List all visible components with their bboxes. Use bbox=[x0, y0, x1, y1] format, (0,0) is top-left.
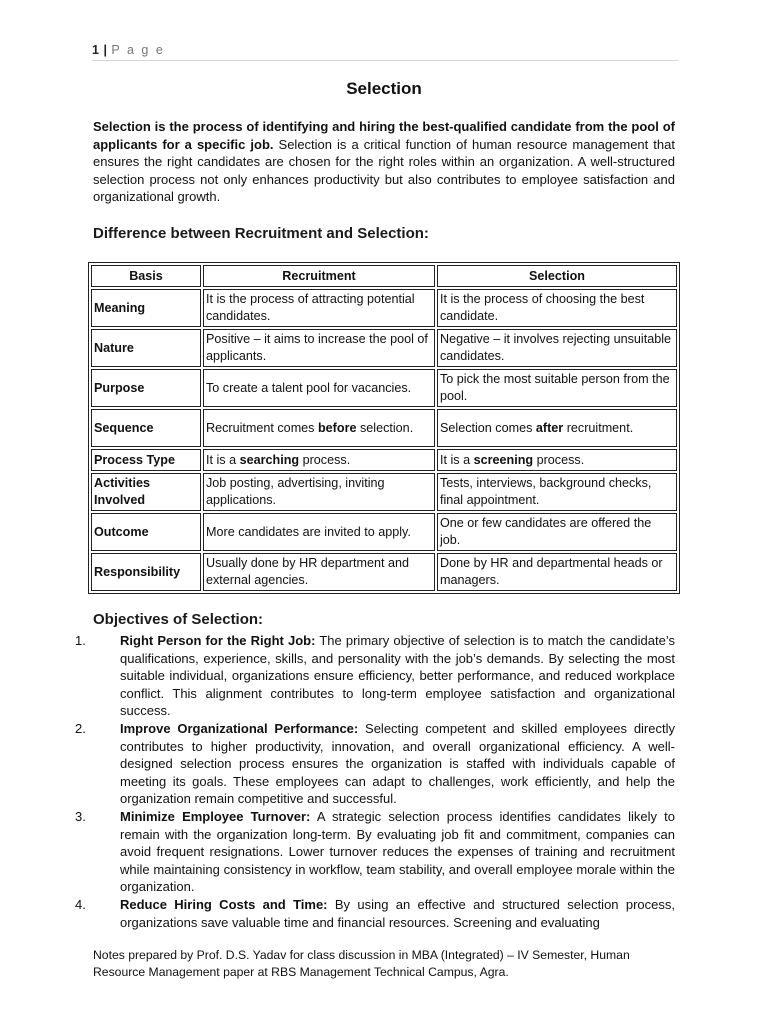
recruitment-cell: Positive – it aims to increase the pool of applicants. bbox=[203, 329, 435, 367]
basis-cell: Purpose bbox=[91, 369, 201, 407]
selection-cell bbox=[437, 449, 677, 471]
selection-cell: It is the process of choosing the best candidate. bbox=[437, 289, 677, 327]
item-number: 4. bbox=[75, 896, 86, 912]
item-lead: Improve Organizational Performance: bbox=[120, 720, 359, 736]
item-text: By using an effective and structured selection process, organizations save valuable time and financial resources. Screening and evaluating bbox=[120, 896, 675, 930]
intro-bold-lead: Selection is the process of identifying and hiring the best-qualified candidate from the pool of applicants for a specific job. bbox=[93, 119, 675, 152]
cell-text: selection. bbox=[356, 420, 414, 435]
cell-text: Selection comes bbox=[440, 420, 536, 435]
objectives-list bbox=[70, 632, 675, 931]
header-basis: Basis bbox=[91, 265, 201, 287]
table-header-row bbox=[91, 265, 677, 287]
basis-cell: Sequence bbox=[91, 409, 201, 447]
intro-rest: Selection is a critical function of human resource management that ensures the right candidates are chosen for the right roles within an organization. A well-structured selection process not only enhances productivity but also contributes to employee satisfaction and organizational growth. bbox=[93, 136, 675, 205]
cell-emphasis: before bbox=[317, 420, 357, 435]
item-text: A strategic selection process identifies candidates likely to remain with the organization long-term. By evaluating job fit and commitment, companies can avoid frequent resignations. Lower turnover reduces the expenses of training and recruitment while maintaining consistency in workflow, team stability, and overall employee morale within the organization. bbox=[120, 808, 675, 895]
list-item bbox=[70, 896, 675, 931]
cell-emphasis: screening bbox=[473, 452, 534, 467]
item-lead: Right Person for the Right Job: bbox=[120, 633, 316, 648]
cell-text: Recruitment comes bbox=[206, 420, 318, 435]
header-recruitment: Recruitment bbox=[203, 265, 435, 287]
item-text: Selecting competent and skilled employees directly contributes to higher productivity, innovation, and overall organizational efficiency. A well-designed selection process ensures the organization is staffed with individuals capable of meeting its goals. These employees can adapt to challenges, work efficiently, and help the organization remain competitive and successful. bbox=[120, 720, 675, 807]
selection-cell: One or few candidates are offered the job. bbox=[437, 513, 677, 551]
selection-cell bbox=[437, 409, 677, 447]
header-selection: Selection bbox=[437, 265, 677, 287]
comparison-table bbox=[88, 262, 680, 594]
cell-text: It is a bbox=[440, 452, 474, 467]
selection-cell: To pick the most suitable person from the pool. bbox=[437, 369, 677, 407]
cell-text: process. bbox=[299, 452, 351, 467]
item-number: 3. bbox=[75, 808, 86, 824]
recruitment-cell bbox=[203, 409, 435, 447]
objectives-heading: Objectives of Selection: bbox=[93, 611, 264, 628]
item-text: The primary objective of selection is to match the candidate’s qualifications, experience, skills, and personality with the job’s demands. By selecting the most suitable individual, organizations ensure efficiency, better performance, and reduced workplace conflict. This alignment contributes to long-term employee satisfaction and organizational success. bbox=[120, 633, 675, 719]
list-item bbox=[70, 720, 675, 808]
basis-cell: Outcome bbox=[91, 513, 201, 551]
intro-paragraph bbox=[93, 118, 675, 206]
recruitment-cell: To create a talent pool for vacancies. bbox=[203, 369, 435, 407]
selection-cell: Done by HR and departmental heads or managers. bbox=[437, 553, 677, 591]
table-row bbox=[91, 553, 677, 591]
page-separator: | bbox=[103, 43, 108, 57]
item-number: 1. bbox=[75, 633, 86, 648]
table-row bbox=[91, 289, 677, 327]
cell-text: It is a bbox=[206, 452, 240, 467]
basis-cell: Meaning bbox=[91, 289, 201, 327]
basis-cell: Nature bbox=[91, 329, 201, 367]
cell-emphasis: after bbox=[535, 420, 564, 435]
page-header bbox=[92, 43, 678, 61]
page-number: 1 bbox=[92, 43, 100, 57]
list-item bbox=[70, 808, 675, 896]
recruitment-cell: Usually done by HR department and external agencies. bbox=[203, 553, 435, 591]
selection-cell: Tests, interviews, background checks, final appointment. bbox=[437, 473, 677, 511]
page-word: P a g e bbox=[111, 43, 165, 57]
difference-heading: Difference between Recruitment and Selection: bbox=[93, 225, 429, 242]
table-row bbox=[91, 473, 677, 511]
item-lead: Reduce Hiring Costs and Time: bbox=[120, 896, 328, 912]
item-number: 2. bbox=[75, 720, 86, 736]
item-lead: Minimize Employee Turnover: bbox=[120, 808, 311, 824]
table-row bbox=[91, 409, 677, 447]
recruitment-cell bbox=[203, 449, 435, 471]
list-item bbox=[70, 632, 675, 720]
page-footer: Notes prepared by Prof. D.S. Yadav for class discussion in MBA (Integrated) – IV Semester, Human Resource Management paper at RBS Management Technical Campus, Agra. bbox=[93, 948, 630, 979]
basis-cell: Activities Involved bbox=[91, 473, 201, 511]
selection-cell: Negative – it involves rejecting unsuitable candidates. bbox=[437, 329, 677, 367]
cell-text: process. bbox=[533, 452, 585, 467]
document-title: Selection bbox=[346, 79, 422, 98]
basis-cell: Process Type bbox=[91, 449, 201, 471]
recruitment-cell: More candidates are invited to apply. bbox=[203, 513, 435, 551]
table-row bbox=[91, 449, 677, 471]
recruitment-cell: Job posting, advertising, inviting applications. bbox=[203, 473, 435, 511]
table-row bbox=[91, 369, 677, 407]
table-row bbox=[91, 513, 677, 551]
cell-emphasis: searching bbox=[239, 452, 300, 467]
cell-text: recruitment. bbox=[563, 420, 634, 435]
basis-cell: Responsibility bbox=[91, 553, 201, 591]
table-row bbox=[91, 329, 677, 367]
recruitment-cell: It is the process of attracting potential candidates. bbox=[203, 289, 435, 327]
